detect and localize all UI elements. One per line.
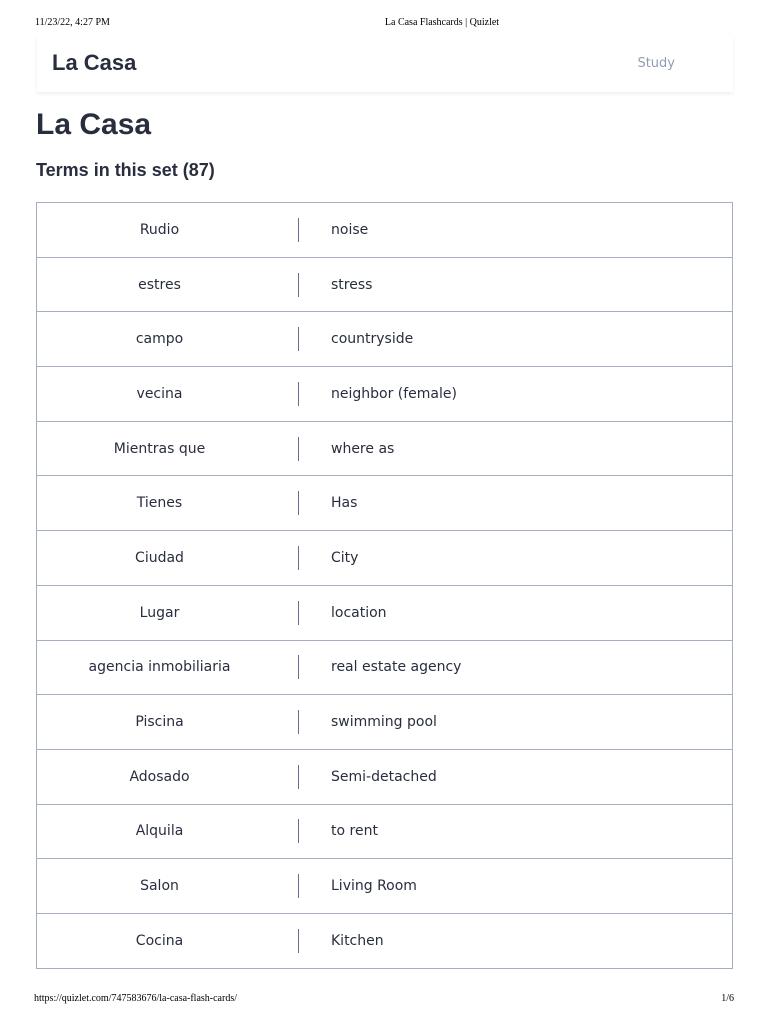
term-definition: countryside [331,331,414,348]
term-divider [298,655,299,679]
term-divider [298,546,299,570]
print-url[interactable]: https://quizlet.com/747583676/la-casa-flash-cards/ [34,993,237,1004]
term-definition: neighbor (female) [331,385,457,402]
term-definition: Has [331,495,358,512]
term-definition: real estate agency [331,659,462,676]
term-divider [298,819,299,843]
term-word: agencia inmobiliaria [88,659,231,676]
term-word: Piscina [135,714,184,731]
term-word: estres [138,276,181,293]
term-row [36,913,733,969]
term-word: Ciudad [135,549,184,566]
term-definition: Semi-detached [331,768,437,785]
term-divider [298,491,299,515]
term-definition: location [331,604,387,621]
term-word: Adosado [129,768,190,785]
term-row [36,640,733,696]
term-divider [298,437,299,461]
term-definition: City [331,549,359,566]
term-definition: swimming pool [331,714,437,731]
term-row [36,311,733,367]
term-word: vecina [136,385,183,402]
term-word: Rudio [139,221,180,238]
term-row [36,202,733,258]
term-row [36,257,733,313]
term-definition: noise [331,221,369,238]
term-divider [298,218,299,242]
term-divider [298,273,299,297]
term-row [36,366,733,422]
study-link[interactable]: Study [637,56,675,71]
term-divider [298,382,299,406]
term-definition: Kitchen [331,932,384,949]
term-row [36,749,733,805]
page-title: La Casa [36,108,152,141]
term-divider [298,327,299,351]
terms-list [36,202,733,969]
term-word: Salon [140,878,179,895]
term-divider [298,929,299,953]
term-divider [298,710,299,734]
term-row [36,804,733,860]
term-word: Tienes [136,495,183,512]
print-doc-title: La Casa Flashcards | Quizlet [384,17,500,28]
term-definition: stress [331,276,373,293]
term-divider [298,601,299,625]
term-row [36,858,733,914]
term-definition: Living Room [331,878,417,895]
term-divider [298,765,299,789]
term-divider [298,874,299,898]
term-row [36,530,733,586]
term-definition: where as [331,440,395,457]
term-word: Alquila [135,823,184,840]
print-footer [0,993,768,1007]
print-page-number: 1/6 [721,993,734,1004]
term-word: Mientras que [113,440,206,457]
term-word: Cocina [135,932,184,949]
term-word: Lugar [139,604,180,621]
term-definition: to rent [331,823,378,840]
print-datetime: 11/23/22, 4:27 PM [35,17,110,28]
terms-heading: Terms in this set (87) [36,160,215,180]
term-row [36,585,733,641]
print-header [0,17,768,31]
term-word: campo [135,331,184,348]
set-brand-title[interactable]: La Casa [52,50,137,75]
term-row [36,694,733,750]
term-row [36,421,733,477]
top-bar [37,36,733,92]
term-row [36,475,733,531]
